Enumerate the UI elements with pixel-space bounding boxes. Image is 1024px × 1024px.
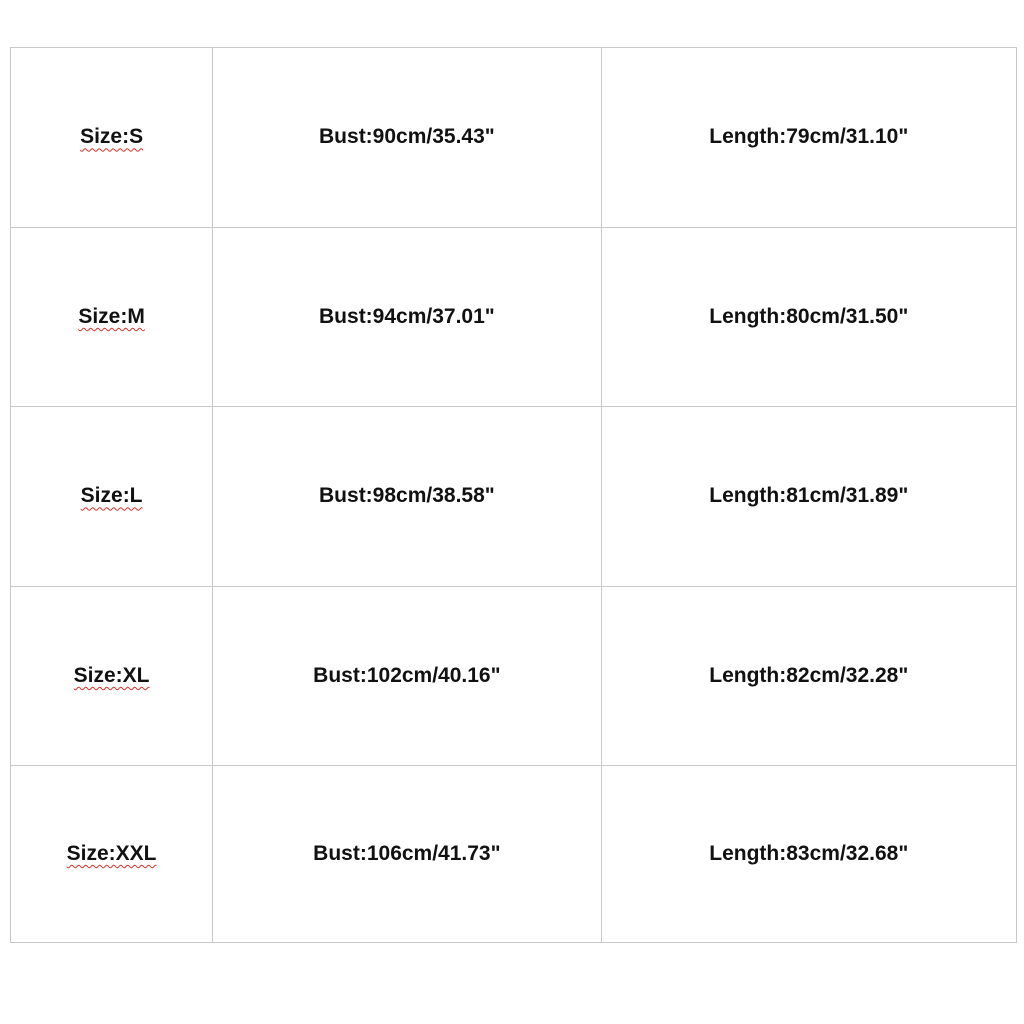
bust-cell [213, 766, 601, 943]
bust-value: Bust:98cm/38.58" [319, 484, 495, 508]
bust-cell [213, 227, 601, 407]
bust-value: Bust:94cm/37.01" [319, 304, 495, 328]
size-label: Size:M [78, 304, 145, 328]
size-cell [11, 407, 213, 587]
bust-cell [213, 586, 601, 766]
size-label: Size:XL [73, 664, 150, 688]
length-cell [601, 227, 1016, 407]
length-value: Length:82cm/32.28" [709, 664, 909, 688]
length-cell [601, 407, 1016, 587]
size-chart-table [10, 47, 1017, 943]
table-row [11, 766, 1017, 943]
table-row [11, 227, 1017, 407]
bust-value: Bust:90cm/35.43" [319, 125, 495, 149]
bust-cell [213, 407, 601, 587]
size-label: Size:S [80, 125, 144, 149]
bust-value: Bust:102cm/40.16" [313, 664, 501, 688]
length-cell [601, 766, 1016, 943]
table-row [11, 48, 1017, 228]
length-value: Length:79cm/31.10" [709, 125, 909, 149]
length-cell [601, 586, 1016, 766]
length-value: Length:81cm/31.89" [709, 484, 909, 508]
size-cell [11, 586, 213, 766]
table-row [11, 407, 1017, 587]
size-cell [11, 48, 213, 228]
length-value: Length:80cm/31.50" [709, 304, 909, 328]
size-cell [11, 766, 213, 943]
length-cell [601, 48, 1016, 228]
bust-cell [213, 48, 601, 228]
length-value: Length:83cm/32.68" [709, 842, 909, 866]
size-cell [11, 227, 213, 407]
size-label: Size:L [80, 484, 143, 508]
size-label: Size:XXL [66, 842, 157, 866]
table-row [11, 586, 1017, 766]
bust-value: Bust:106cm/41.73" [313, 842, 501, 866]
